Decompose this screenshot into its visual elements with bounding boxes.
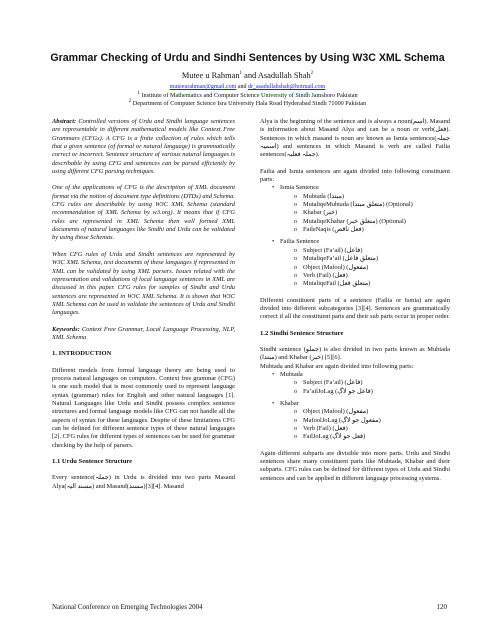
list-item: o Object (Mafool) (مفعول) <box>294 264 450 272</box>
author-1: Mutee u Rahman <box>181 71 240 80</box>
khabar-item <box>272 400 450 442</box>
affiliation-2-mark: 2 <box>128 99 132 104</box>
affiliation-2 <box>20 99 475 107</box>
mubtada-list <box>260 371 450 396</box>
ismia-title: Ismia Sentence <box>280 184 319 192</box>
mubtada-title: Mubtada <box>280 370 303 378</box>
email-link-2[interactable]: dr_asadullahshah@hotmail.com <box>248 84 326 90</box>
abstract-paragraph-2: One of the applications of CFG is the description of XML document format via the notion of document type definitions (DTDs) and Schema. CFG rules are describable by using W3C XML Schema (standard recommendation of XML Schema by w3.org). It means that if CFG rules are represented in XML Schema then well formed XML documents of natural languages like Sindhi and Urdu can be validated by using those Schemas. <box>52 184 235 242</box>
failia-sublist <box>280 247 450 289</box>
failia-sentence-item <box>272 238 450 288</box>
authors-line <box>20 71 475 80</box>
ismia-list <box>260 184 450 234</box>
list-item: o MutaliqeFa’ail (متعلق فاعل) <box>294 255 450 263</box>
abstract-paragraph-1 <box>52 118 235 176</box>
constituents-paragraph: Different constituent parts of a sentence (Failia or Ismia) are again divided into different subcategories [3][4]. Sentences are grammatically correct if all the constituent parts and their sub parts occur in proper order. <box>260 296 450 321</box>
list-item: o FailJoLag (فعل جو لاڳ) <box>294 433 450 441</box>
list-item: o Khabar (خبر) <box>294 209 450 217</box>
list-item: o MutaliqeMubtada (متعلق مبتدا) (Optional) <box>294 201 450 209</box>
introduction-heading: 1. INTRODUCTION <box>52 350 112 358</box>
keywords <box>52 326 235 343</box>
affiliation-1-text: Institute of Mathematics and Computer Science University of Sindh Jamshoro Pakistan <box>139 92 358 100</box>
ismia-sublist <box>280 193 450 235</box>
urdu-structure-paragraph: Every sentence(جملہ) in Urdu is divided into two parts Masand Alya(مسند الیہ) and Masand(مسند)[3][4]. Masand <box>52 474 235 490</box>
authors-and: and <box>242 71 258 80</box>
list-item: o Fa’ailJoLag (فاعل جو لاڳ) <box>294 388 450 396</box>
list-item: o MutaliqeFail (متعلق فعل) <box>294 280 450 288</box>
list-item: o MutaliqeKhabar (متعلق خبر) (Optional) <box>294 218 450 226</box>
emails-and: and <box>236 84 248 90</box>
list-item: o Subject (Fa’ail) (فاعل) <box>294 379 450 387</box>
masand-paragraph: Alya is the beginning of the sentence and is always a noun(اسم). Masand is information about Masand Alya and can be a noun or verb(فعل). Sentences in which masand is noun are known as Ismia sentences(جملہ اسمیہ) and sentences in which Masand is verb are called Failia sentences(جملہ فعلیہ). <box>260 118 450 159</box>
mubtada-item <box>272 371 450 396</box>
paper-title: Grammar Checking of Urdu and Sindhi Sentences by Using W3C XML Schema <box>50 52 445 64</box>
list-item: o FaileNaqis (فعل ناقص) <box>294 226 450 234</box>
list-item: o Mubtada (مبتدا) <box>294 193 450 201</box>
list-item: o Object (Mafool) (مفعول) <box>294 408 450 416</box>
sindhi-paragraph: Sindhi sentence (جملو) is also divided in two parts known as Mubtada (مبتدا) and Khabar (خبر) [5][6]. <box>260 345 451 362</box>
footer-conference: National Conference on Emerging Technologies 2004 <box>52 603 203 611</box>
page-number: 120 <box>436 603 447 611</box>
list-item: o Subject (Fa’ail) (فاعل) <box>294 247 450 255</box>
left-column <box>52 118 235 491</box>
constituents-intro: Failia and Ismia sentences are again divided into following constituent parts: <box>260 167 450 184</box>
affiliation-1-mark: 1 <box>137 91 140 96</box>
abstract-label: Abstract: <box>52 118 77 125</box>
mubtada-sublist <box>280 379 450 396</box>
emails-line <box>20 84 475 90</box>
abstract-paragraph-3: When CFG rules of Urdu and Sindhi sentences are represented by W3C XML Schema, text documents of these languages if represented in XML can be validated by using XML parsers. Issues related with the representation and validations of local language sentences in XML are discussed in this paper. CFG rules for samples of Sindhi and Urdu sentences are represented in W3C XML Schema. It is shown that W3C XML Schema can be used to validate the sentences of Urdu and Sindhi languages. <box>52 250 235 317</box>
khabar-sublist <box>280 408 450 441</box>
author-2-affiliation-mark: 2 <box>310 71 314 77</box>
affiliation-2-text: Department of Computer Science Isra University Hala Road Hyderabad Sindh 71000 Pakistan <box>131 100 367 108</box>
ismia-sentence-item <box>272 184 450 234</box>
mubtada-khabar-intro: Mubtada and Khabar are again divided into following parts: <box>260 362 414 370</box>
email-link-1[interactable]: muteeurahman@gmail.com <box>169 84 237 90</box>
khabar-title: Khabar <box>280 399 299 407</box>
sindhi-structure-heading: 1.2 Sindhi Sentence Structure <box>260 329 344 337</box>
right-column <box>260 118 450 483</box>
list-item: o Verb (Fail) (فعل) <box>294 425 450 433</box>
keywords-text: Context Free Grammar, Local Language Processing, NLP, XML Schema <box>52 325 235 341</box>
subparts-paragraph: Again different subparts are divisible into more parts. Urdu and Sindhi sentences share many constituent parts like Mubtada, Khabar and their subparts. CFG rules can be defined for different types of Urdu and Sindhi sentences and can be applied in different language processing systems. <box>260 449 450 482</box>
author-1-affiliation-mark: 1 <box>239 71 243 77</box>
list-item: o Verb (Fail) (فعل) <box>294 272 450 280</box>
urdu-structure-heading: 1.1 Urdu Sentence Structure <box>52 458 133 466</box>
khabar-list <box>260 400 450 442</box>
failia-title: Failia Sentence <box>280 238 320 246</box>
affiliation-1 <box>20 91 475 99</box>
author-2: Asadullah Shah <box>257 71 311 80</box>
abstract-text-1: Controlled versions of Urdu and Sindhi language sentences are representable in different mathematical models like Context Free Grammars (CFGs). A CFG is a finite collection of rules which tells that a given sentence (of formal or natural language) is grammatically correct or incorrect. Sentence structure of various natural languages is describable by using CFG and sentences can be parsed efficiently by using different CFG parsing techniques. <box>52 118 235 176</box>
keywords-label: Keywords: <box>52 325 80 333</box>
introduction-paragraph: Different models from formal language theory are being used to process natural languages on computers. Context free grammar (CFG) is one such model that is most commonly used to represent language syntax (grammar) rules for English and other natural languages [1]. Natural Languages like Urdu and Sindhi possess complex sentence structures and formal language models like CFG can not handle all the aspects of syntax for these languages. Despite of these limitations CFG can be defined for different sentence types of these natural languages [2]. CFG rules for different types of sentences can be used for grammar checking by the help of parsers. <box>52 366 235 449</box>
failia-list <box>260 238 450 288</box>
list-item: o MafoolJoLag (مفعول جو لاڳ) <box>294 417 450 425</box>
